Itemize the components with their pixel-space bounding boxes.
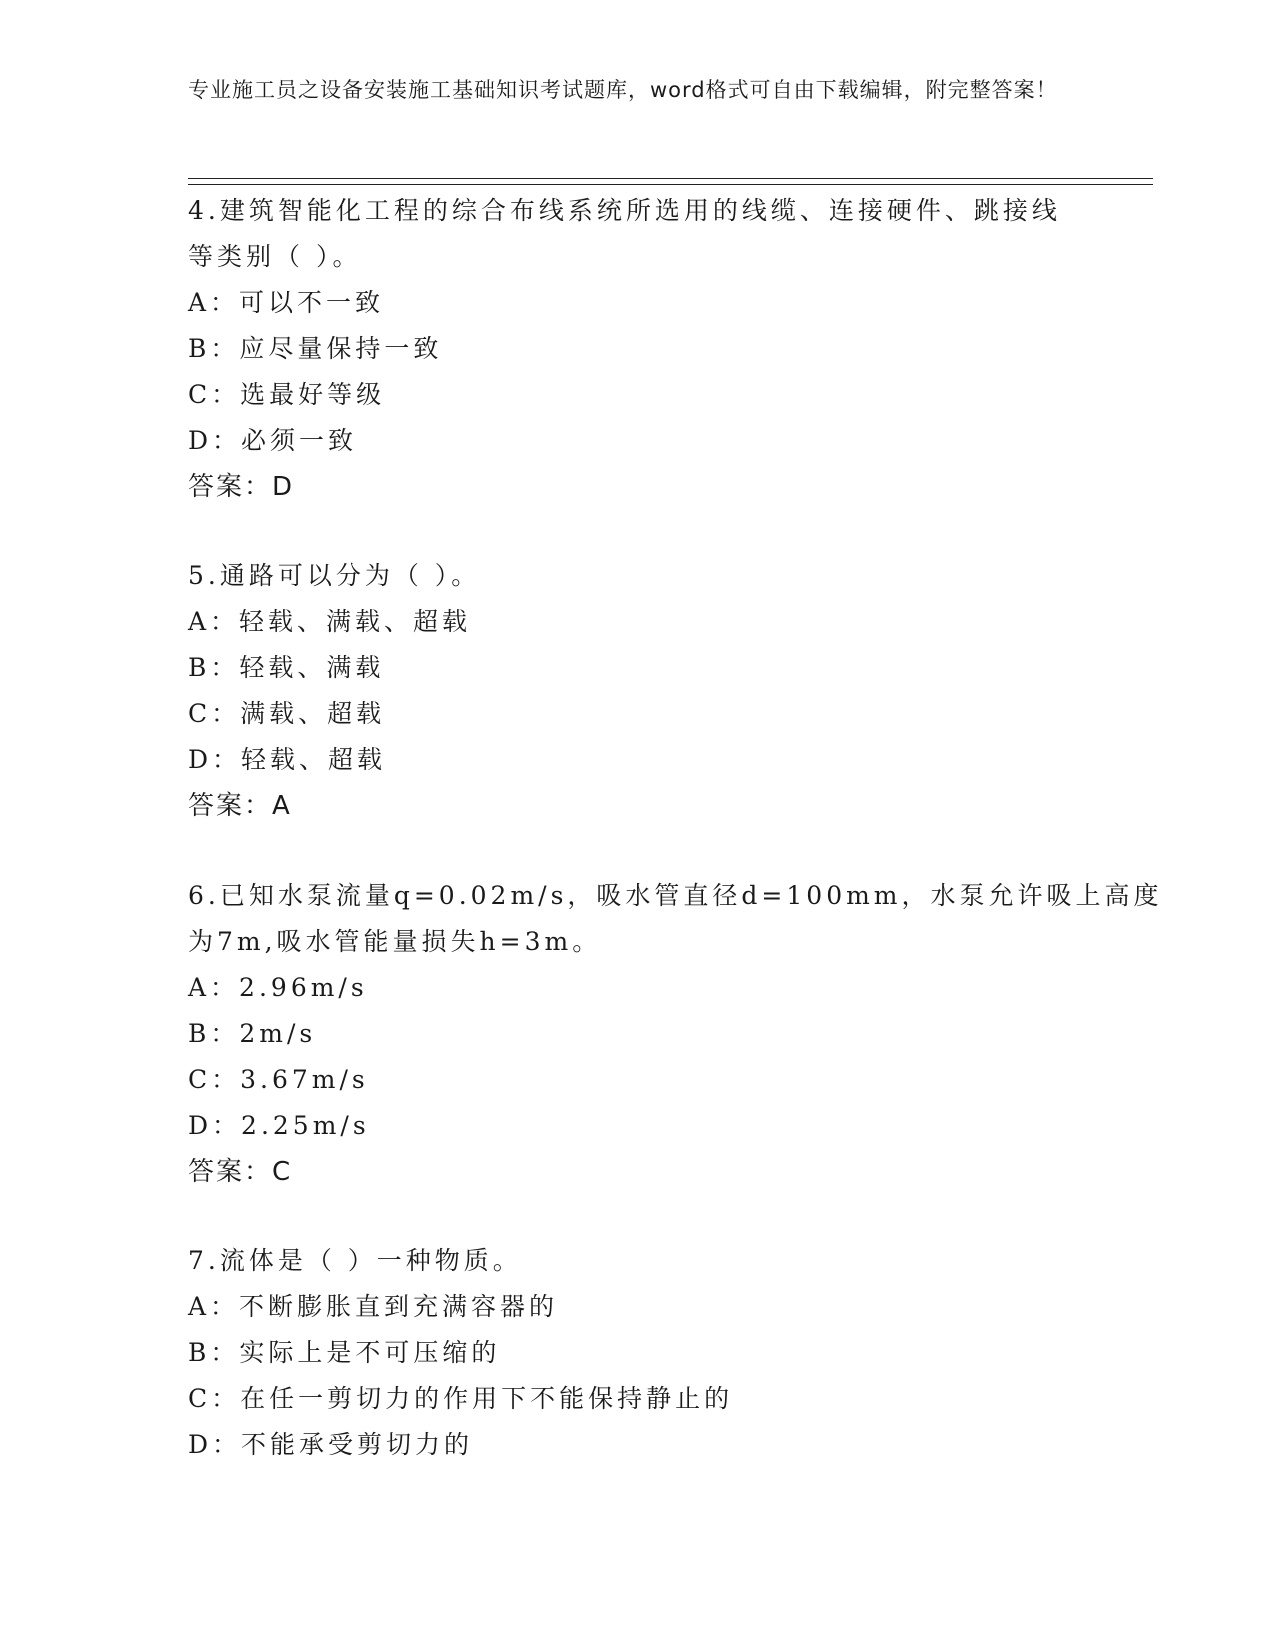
question-stem: 4.建筑智能化工程的综合布线系统所选用的线缆、连接硬件、跳接线 (188, 196, 1061, 225)
answer-line: 答案：C (188, 1157, 293, 1187)
option-b: B：应尽量保持一致 (188, 334, 443, 363)
option-d: D：必须一致 (188, 426, 358, 455)
question-6 (188, 873, 1163, 1195)
option-a: A：不断膨胀直到充满容器的 (188, 1292, 559, 1321)
option-b: B：2m/s (188, 1019, 317, 1048)
question-stem: 7.流体是（ ）一种物质。 (188, 1246, 522, 1275)
option-c: C：满载、超载 (188, 699, 386, 728)
question-stem: 为7m,吸水管能量损失h=3m。 (188, 927, 602, 956)
option-d: D：轻载、超载 (188, 745, 387, 774)
question-5 (188, 553, 1088, 829)
option-c: C：选最好等级 (188, 380, 386, 409)
header-divider-bottom (188, 184, 1153, 185)
question-stem: 5.通路可以分为（ ）。 (188, 561, 481, 590)
option-a: A：轻载、满载、超载 (188, 607, 472, 636)
question-stem: 6.已知水泵流量q=0.02m/s，吸水管直径d=100mm，水泵允许吸上高度 (188, 881, 1163, 910)
option-b: B：实际上是不可压缩的 (188, 1338, 501, 1367)
question-stem: 等类别（ ）。 (188, 242, 362, 271)
option-d: D：2.25m/s (188, 1111, 370, 1140)
option-c: C：3.67m/s (188, 1065, 369, 1094)
option-a: A：可以不一致 (188, 288, 385, 317)
document-header: 专业施工员之设备安装施工基础知识考试题库，word格式可自由下载编辑，附完整答案！ (188, 78, 1058, 102)
question-7 (188, 1238, 1088, 1468)
question-4 (188, 188, 1088, 510)
answer-line: 答案：D (188, 472, 295, 502)
header-divider-top (188, 178, 1153, 179)
option-a: A：2.96m/s (188, 973, 368, 1002)
answer-line: 答案：A (188, 791, 292, 821)
option-b: B：轻载、满载 (188, 653, 385, 682)
option-d: D：不能承受剪切力的 (188, 1430, 474, 1459)
option-c: C：在任一剪切力的作用下不能保持静止的 (188, 1384, 734, 1413)
